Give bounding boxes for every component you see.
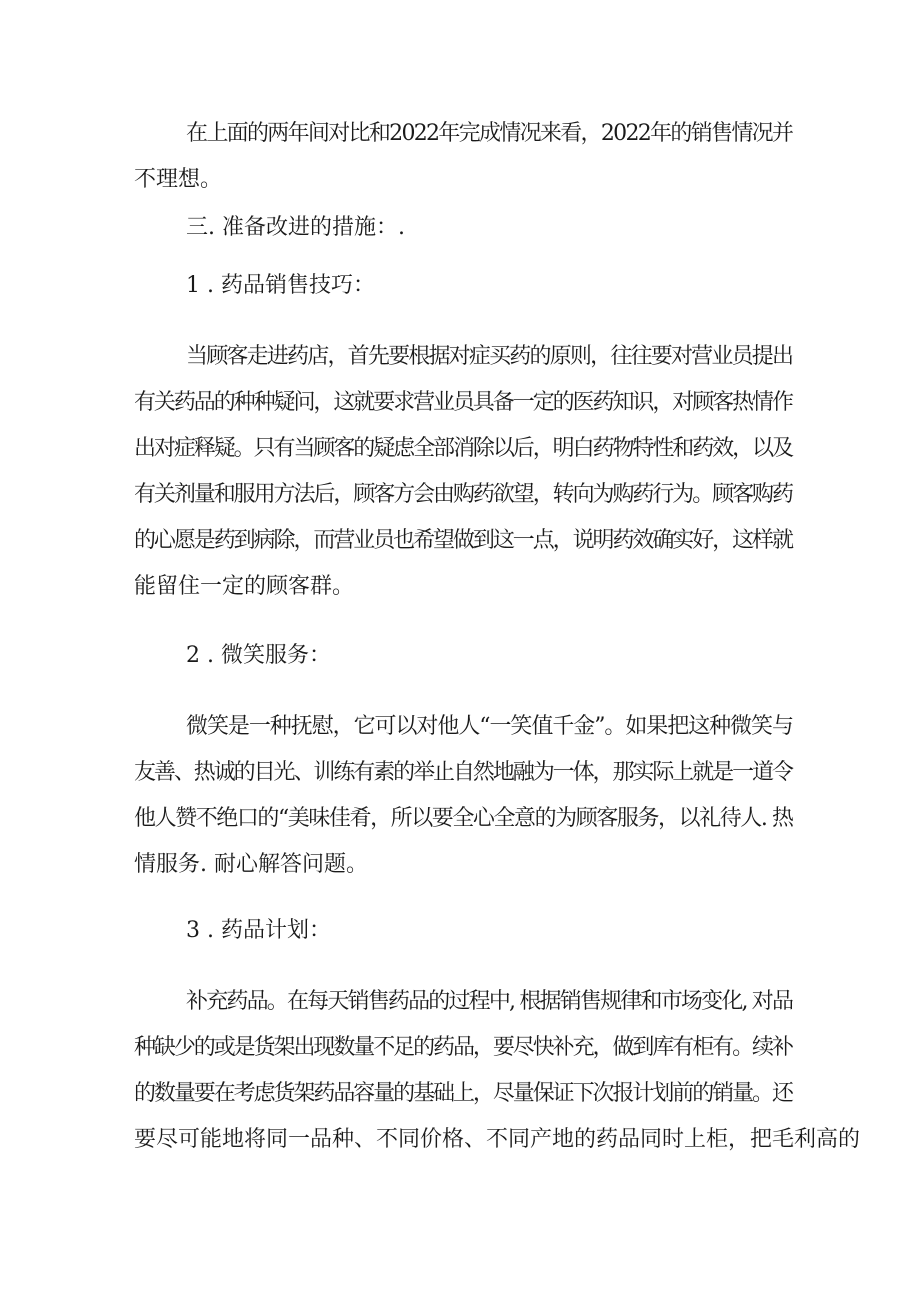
item-heading-2: 2 . 微笑服务： — [186, 643, 331, 668]
text-line: 种缺少的或是货架出现数量不足的药品，要尽快补充，做到库有柜有。续补 — [134, 1035, 792, 1060]
text-line: 当顾客走进药店，首先要根据对症买药的原则，往往要对营业员提出 — [186, 344, 793, 369]
text-line: 有关药品的种种疑问，这就要求营业员具备一定的医药知识，对顾客热情作 — [134, 390, 792, 415]
text-line: 的心愿是药到病除，而营业员也希望做到这一点，说明药效确实好，这样就 — [134, 528, 792, 553]
paragraph-sales-skills — [134, 334, 794, 610]
paragraph-drug-plan — [134, 979, 861, 1163]
text-line: 有关剂量和服用方法后，顾客方会由购药欲望，转向为购药行为。顾客购药 — [134, 482, 792, 507]
paragraph-smile-service — [134, 704, 794, 888]
item-heading-3: 3 . 药品计划： — [186, 918, 331, 943]
text-line: 他人赞不绝口的“美味佳肴，所以要全心全意的为顾客服务，以礼待人. 热 — [134, 806, 793, 831]
text-line: 友善、热诚的目光、训练有素的举止自然地融为一体，那实际上就是一道令 — [134, 760, 792, 785]
text-line: 在上面的两年间对比和2022年完成情况来看，2022年的销售情况并 — [186, 121, 793, 146]
text-line: 能留住一定的顾客群。 — [134, 574, 355, 599]
text-line: 微笑是一种抚慰，它可以对他人“一笑值千金”。如果把这种微笑与 — [186, 714, 793, 739]
text-line: 情服务. 耐心解答问题。 — [134, 852, 368, 877]
item-heading-1: 1 . 药品销售技巧： — [186, 273, 375, 298]
paragraph-intro — [134, 111, 794, 203]
text-line: 补充药品。在每天销售药品的过程中, 根据销售规律和市场变化, 对品 — [186, 989, 793, 1014]
section-heading: 三. 准备改进的措施：. — [186, 215, 405, 240]
text-line: 出对症释疑。只有当顾客的疑虑全部消除以后，明白药物特性和药效，以及 — [134, 436, 792, 461]
text-line: 不理想。 — [134, 167, 223, 192]
text-line: 的数量要在考虑货架药品容量的基础上，尽量保证下次报计划前的销量。还 — [134, 1081, 792, 1106]
text-line: 要尽可能地将同一品种、不同价格、不同产地的药品同时上柜，把毛利高的 — [134, 1127, 861, 1152]
